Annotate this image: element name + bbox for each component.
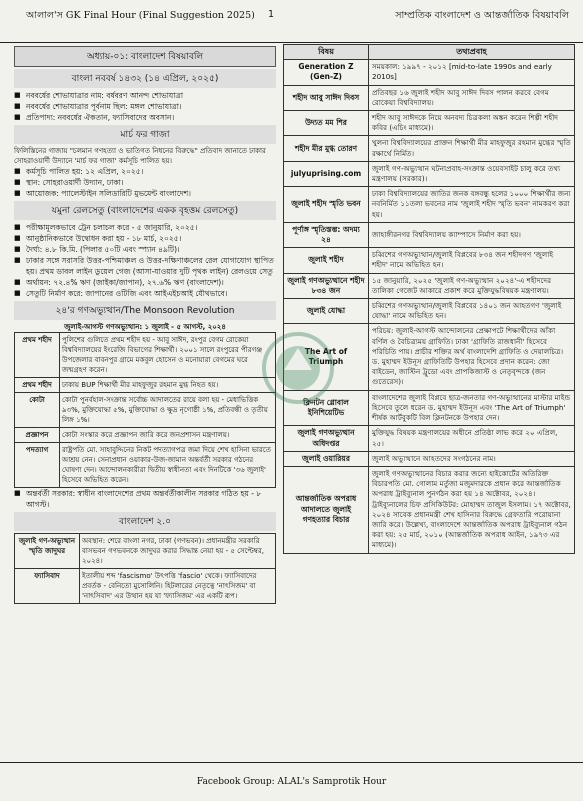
header-left-title: আলাল'স GK Final Hour (Final Suggestion 2025) <box>26 10 255 21</box>
row-value: চব্বিশের গণঅভ্যুত্থান/জুলাই বিপ্লবের ৮৩৪ জন শহীদগণ 'জুলাই শহীদ' নামে অভিহিত হন। <box>369 248 575 273</box>
table-row <box>284 136 575 161</box>
table-row <box>284 187 575 223</box>
row-key: পূর্ণাঙ্গ স্মৃতিস্তম্ভ: অদম্য ২৪ <box>284 222 369 247</box>
row-text: ইতালীয় শব্দ 'fascismo' উৎপত্তি 'fascio' থেকে। ফ্যাসিবাদের প্রবর্তক - বেনিতো মুসোলিনি। হিটলারের নেতৃত্বে 'নাৎসিজম' বা 'নাৎসিবাদ' এর উত্থান হয় যা 'ফ্যাসিজম' এর একটি রূপ। <box>82 572 257 600</box>
info-table <box>283 44 575 554</box>
table-row <box>284 466 575 553</box>
row-key: জুলাই ওয়ারিয়র <box>284 451 369 466</box>
row-value: শহীদ আবু সাঈদকে নিয়ে অনবদ্য চিত্রকলা অঙ্কন করেন শিল্পী শহীদ কবির (এচিং মাধ্যমে)। <box>369 111 575 136</box>
row-key: জুলাই যোদ্ধা <box>284 299 369 324</box>
row-label: জুলাই গণ-অভ্যুত্থান স্মৃতি জাদুঘর <box>15 534 80 568</box>
list-item: ■ দৈর্ঘ্য: ৪.৮ কি.মি. (পিলার ৫০টি এবং স্প্যান ৪৯টি)। <box>14 244 276 255</box>
list-item: ■ অন্তর্বর্তী সরকার: স্বাধীন বাংলাদেশের প্রথম অন্তর্বর্তীকালীন সরকার গঠিত হয় - ৮ আগস্ট। <box>14 488 276 510</box>
row-value: মুক্তিযুদ্ধ বিষয়ক মন্ত্রণালয়ের অধীনে প্রতিষ্ঠা লাভ করে ২০ এপ্রিল, ২৫। <box>369 426 575 451</box>
header-info: তথ্যপ্রবাহ <box>369 45 575 60</box>
section-title-bangladesh-2: বাংলাদেশ ২.০ <box>14 512 276 531</box>
section-title-march-gaza: মার্চ ফর গাজা <box>14 125 276 144</box>
row-value: জুলাই গণঅভ্যুত্থানের বিচার করার জন্যে হাইকোর্টের অতিরিক্ত বিচারপতি মো. গোলাম মর্তুজা মজুমদারকে প্রধান করে আন্তর্জাতিক অপরাধ ট্রাইব্যুনাল পুনর্গঠন করা হয় ১৪ অক্টোবর, ২০২৪। ট্রাইব্যুনালের চিফ প্রসিকিউটর: মোহাম্মদ তাজুল ইসলাম। ১৭ অক্টোবর, ২০২৪ সাবেক প্রধানমন্ত্রী শেখ হাসিনার বিরুদ্ধে গ্রেফতারি পরোয়ানা জারি করে। উল্লেখ্য, বাংলাদেশে আন্তর্জাতিক অপরাধ ট্রাইব্যুনাল গঠন করা হয়: ২৫ মার্চ, ২০১০ (আন্তর্জাতিক অপরাধ আইন, ১৯৭৩ এর মাধ্যমে)। <box>369 466 575 553</box>
table-row <box>15 569 275 603</box>
row-key: উদ্যত মম শির <box>284 111 369 136</box>
list-item: ■ পরীক্ষামূলকভাবে ট্রেন চলাচল করে - ৫ জানুয়ারি, ২০২৫। <box>14 222 276 233</box>
row-key: The Art of Triumph <box>284 324 369 390</box>
watermark-logo <box>228 318 368 418</box>
list-item: ■ স্থান: সোহরাওয়ার্দী উদ্যান, ঢাকা। <box>14 177 276 188</box>
list-item: ■ প্রতিপাদ্য: নববর্ষের ঐকতান, ফ্যাসিবাদের অবসান। <box>14 112 276 123</box>
list-item: ■ সেতুটি নির্মাণ করে: জাপানের ওটিজি এবং আইএইচআই যৌথভাবে। <box>14 288 276 299</box>
row-value: চব্বিশের গণঅভ্যুত্থান/জুলাই বিপ্লবের ১৪০১ জন আহতগণ 'জুলাই যোদ্ধা' নামে অভিহিত হন। <box>369 299 575 324</box>
list-item: ■ ঢাকার সঙ্গে সরাসরি উত্তর-পশ্চিমাঞ্চল ও উত্তর-দক্ষিণাঞ্চলের রেল যোগাযোগ স্থাপিত হয়। প্রথম ডাবল লাইন ডুয়েল গেজ (আসা-যাওয়ার দুটি পৃথক লাইন) রেলওয়ে সেতু <box>14 255 276 277</box>
list-item: ■ আনুষ্ঠানিকভাবে উদ্বোধন করা হয় - ১৮ মার্চ, ২০২৫। <box>14 233 276 244</box>
page-number: 1 <box>268 9 275 20</box>
table-row <box>284 451 575 466</box>
row-key: julyuprising.com <box>284 161 369 186</box>
section-title-jamuna-bridge: যমুনা রেলসেতু (বাংলাদেশের একক বৃহত্তম রেলসেতু) <box>14 201 276 220</box>
list-item: ■ কর্মসূচি পালিত হয়: ১২ এপ্রিল, ২০২৫। <box>14 166 276 177</box>
row-text: ঢাকায় BUP শিক্ষার্থী মীর মাহফুজুর রহমান মুগ্ধ নিহত হয়। <box>62 381 219 389</box>
page-header <box>0 0 583 43</box>
table-row <box>284 85 575 110</box>
row-text: অবস্থান: শেরে বাংলা নগর, ঢাকা (গণভবন)। প্রধানমন্ত্রীর সরকারি বাসভবন গণভবনকে জাদুঘর করার সিদ্ধান্ত নেয়া হয় - ৫ সেপ্টেম্বর, ২০২৪। <box>82 537 264 565</box>
bangladesh-2-table <box>14 533 276 604</box>
row-key: জুলাই গণঅভ্যুত্থান অধিদপ্তর <box>284 426 369 451</box>
table-row <box>284 273 575 298</box>
header-topic: বিষয় <box>284 45 369 60</box>
row-value: খুলনা বিশ্ববিদ্যালয়ের প্রাক্তন শিক্ষার্থী মীর মাহফুজুর রহমান মুগ্ধের স্মৃতি রক্ষার্থে নির্মিত। <box>369 136 575 161</box>
table-row <box>15 428 275 443</box>
new-year-list <box>14 90 276 123</box>
row-value: জাহাঙ্গীরনগর বিশ্ববিদ্যালয় ক্যাম্পাসে নির্মাণ করা হয়। <box>369 222 575 247</box>
row-key: জুলাই গণঅভ্যুত্থানে শহীদ ৮৩৪ জন <box>284 273 369 298</box>
table-row <box>15 534 275 569</box>
row-text: কোটা পুনর্বহাল-সংক্রান্ত সর্বোচ্চ আদালতের রায়ে বলা হয় - মেধাভিত্তিক ৯৩%, মুক্তিযোদ্ধা ৫%, মুক্তিযোদ্ধা ও ক্ষুদ্র নৃগোষ্ঠী ১%, প্রতিবন্ধী ও তৃতীয় লিঙ্গ ১%। <box>62 396 268 424</box>
list-item: ■ নববর্ষের শোভাযাত্রার পূর্বনাম ছিল: মঙ্গল শোভাযাত্রা। <box>14 101 276 112</box>
row-label: ফ্যাসিবাদ <box>15 569 80 603</box>
row-label: কোটা <box>15 393 60 427</box>
page-footer <box>0 762 583 801</box>
uprising-dates: জুলাই-আগস্ট গণঅভ্যুত্থান: ১ জুলাই - ৫ আগস্ট, ২০২৪ <box>64 323 226 331</box>
list-item: ■ অর্থায়ন: ৭২.৪% ঋণ (জাইকা/জাপান), ২৭.৬% ঋণ (বাংলাদেশ)। <box>14 277 276 288</box>
footer-text: Facebook Group: ALAL's Samprotik Hour <box>196 777 387 787</box>
table-row <box>284 60 575 85</box>
row-value: ঢাকা বিশ্ববিদ্যালয়ের জাতির জনক বঙ্গবন্ধু হলের ১০০০ শিক্ষার্থীর জন্য নবনির্মিত ১১তলা ভবনের নাম 'জুলাই শহীদ স্মৃতি ভবন' নামকরণ করা হয়। <box>369 187 575 223</box>
row-value: পরিচয়: জুলাই-আগস্ট আন্দোলনের প্রেক্ষাপটে শিক্ষার্থীদের আঁকা বর্ণিল ও বৈচিত্র্যময় গ্রাফিতি। ঢাকা 'গ্রাফিতি রাজধানী' হিসেবে পরিচিতি পায়। প্রাচীর শক্তির অর্থ বাংলাদেশি গ্রাফিতি ও দেয়ালচিত্র। ড. মুহাম্মদ ইউনূস গ্রাফিতিটি উপহার হিসেবে প্রদান করেন: জো বাইডেন, জাস্টিন ট্রুডো এবং প্রাপকিজাস্ট ও নেতৃবৃন্দকে (জন গুতেরেস)। <box>369 324 575 390</box>
row-key: জুলাই শহীদ <box>284 248 369 273</box>
row-value: ১৫ জানুয়ারি, ২০২৫ 'জুলাই গণ-অভ্যুত্থান ২০২৪'-এ শহীদদের তালিকা গেজেট আকারে প্রকাশ করে মুক্তিযুদ্ধবিষয়ক মন্ত্রণালয়। <box>369 273 575 298</box>
row-key: শহীদ আবু সাঈদ দিবস <box>284 85 369 110</box>
list-item: ■ আয়োজক: প্যালেস্টাইন সলিডারিটি মুভমেন্ট বাংলাদেশ। <box>14 188 276 199</box>
row-key: ক্লিনটন গ্লোবাল ইনিশিয়েটিভ <box>284 390 369 426</box>
section-title-monsoon-revolution: ২৪'র গণঅভ্যুত্থান/The Monsoon Revolution <box>14 301 276 320</box>
row-key: আন্তর্জাতিক অপরাধ আদালতে জুলাই গণহত্যার বিচার <box>284 466 369 553</box>
chapter-title: অধ্যায়-০১: বাংলাদেশ বিষয়াবলি <box>14 46 276 67</box>
header-right-title: সাম্প্রতিক বাংলাদেশ ও আন্তর্জাতিক বিষয়াবলি <box>395 10 569 21</box>
march-gaza-paragraph: ফিলিস্তিনের গাজায় "চলমান গণহত্যা ও ভাতিগত নিধনের বিরুদ্ধে" প্রতিবাদ জানাতে ঢাকার সোহরাওয়ার্দী উদ্যানে 'মার্চ ফর গাজা' কর্মসূচি পালিত হয়। <box>14 147 266 165</box>
row-value: জুলাই অভ্যুত্থানে আহতদের সংগঠনের নাম। <box>369 451 575 466</box>
row-key: জুলাই শহীদ স্মৃতি ভবন <box>284 187 369 223</box>
table-row <box>284 222 575 247</box>
table-row <box>284 426 575 451</box>
list-item: ■ নববর্ষের শোভাযাত্রার নাম: বর্ষবরণ আনন্দ শোভাযাত্রা <box>14 90 276 101</box>
table-row <box>15 443 275 487</box>
table-header-row <box>284 45 575 60</box>
row-key: শহীদ মীর মুগ্ধ তোরণ <box>284 136 369 161</box>
section-title-new-year: বাংলা নববর্ষ ১৪৩২ (১৪ এপ্রিল, ২০২৫) <box>14 69 276 88</box>
table-row <box>284 111 575 136</box>
row-label: পদত্যাগ <box>15 443 60 487</box>
row-key: Generation Z (Gen-Z) <box>284 60 369 85</box>
row-label: প্রথম শহীদ <box>15 333 60 377</box>
row-value: সময়কাল: ১৯৯৭ - ২০১২ [mid-to-late 1990s and early 2010s] <box>369 60 575 85</box>
row-value: জুলাই গণ-অভ্যুত্থান ঘটনাপ্রবাহ-সংক্রান্ত ওয়েবসাইট চালু করে তথ্য মন্ত্রণালয় (সরকার)। <box>369 161 575 186</box>
row-label: প্রজ্ঞাপন <box>15 428 60 442</box>
row-value: বাংলাদেশের জুলাই বিপ্লবে ছাত্র-জনতার গণ-অভ্যুত্থানের মাস্টার মাইন্ড হিসেবে তুলে ধরেন ড. মুহাম্মদ ইউনূস এবং 'The Art of Triumph' শীর্ষক আর্টবুকটি বিল ক্লিনটনকে উপহার দেন। <box>369 390 575 426</box>
table-row <box>284 161 575 186</box>
row-text: কোটা সংস্কার করে প্রজ্ঞাপন জারি করে জনপ্রশাসন মন্ত্রণালয়। <box>62 431 230 439</box>
row-label: প্রথম শহীদ <box>15 378 60 392</box>
row-text: পুলিশের গুলিতে প্রথম শহীদ হয় - আবু সাঈদ, রংপুর বেগম রোকেয়া বিশ্ববিদ্যালয়ের ইংরেজি বিভাগের শিক্ষার্থী। ২০০১ সালে রংপুরের পীরগঞ্জ উপজেলার বাবনপুর গ্রামে মকবুল হোসেন ও মনোয়ারা বেগমের ঘরে জন্মগ্রহণ করেন। <box>62 336 263 374</box>
row-value: প্রতিবছর ১৬ জুলাই শহীদ আবু সাঈদ দিবস পালন করবে বেগম রোকেয়া বিশ্ববিদ্যালয়। <box>369 85 575 110</box>
row-text: রাষ্ট্রপতি মো. সাহাবুদ্দিনের নিকট পদত্যাগপত্র জমা দিয়ে শেখ হাসিনা ভারতে আশ্রয় নেন। সেনাপ্রধান ওয়াকার-উজ-জামান অন্তর্বর্তী সরকার গঠনের ঘোষণা দেন। আন্দোলনকারীরা দ্বিতীয় স্বাধীনতা এবং দিনটিকে '৩৬ জুলাই' হিসেবে অভিহিত করেন। <box>62 446 271 484</box>
table-row <box>284 248 575 273</box>
